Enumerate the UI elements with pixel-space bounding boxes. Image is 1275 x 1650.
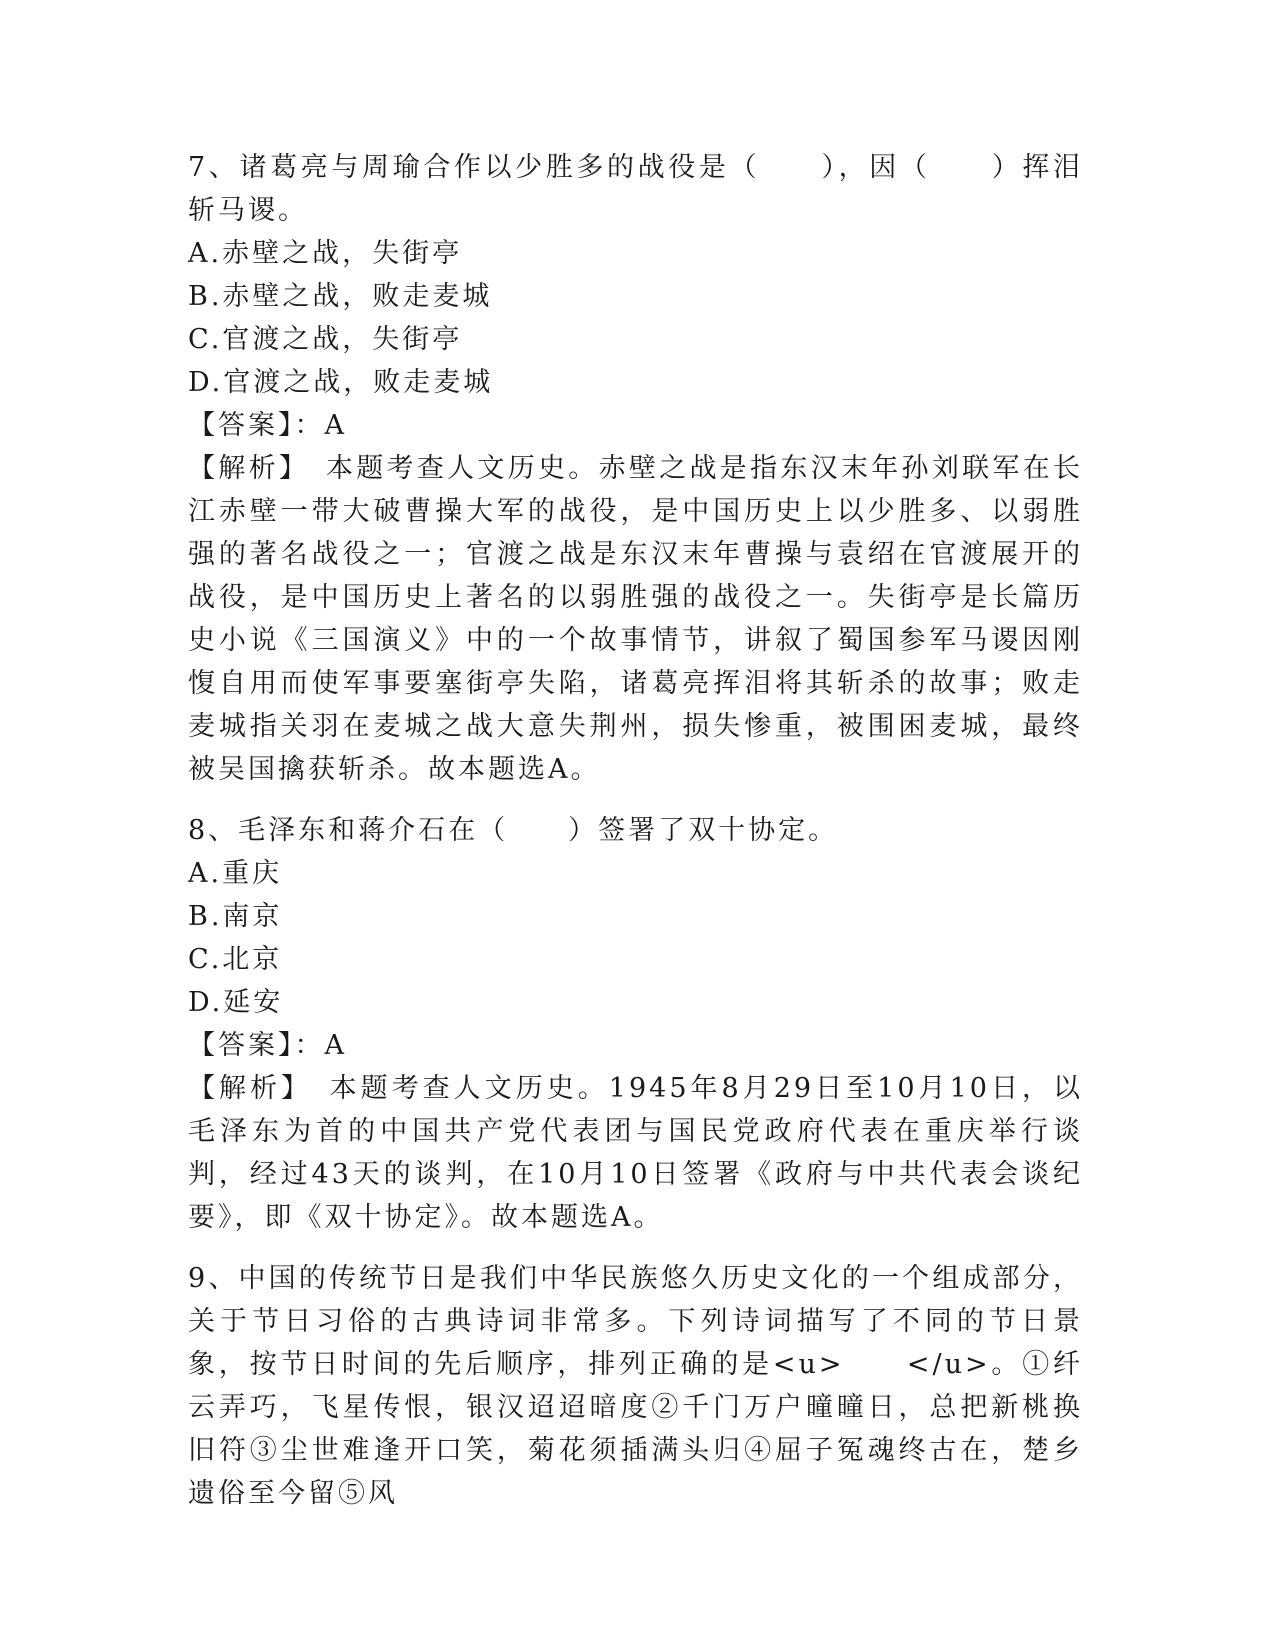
question-stem: 8、毛泽东和蒋介石在（ ）签署了双十协定。 <box>188 815 839 846</box>
analysis: 【解析】 本题考查人文历史。1945年8月29日至10月10日，以毛泽东为首的中国共产党代表团与国民党政府代表在重庆举行谈判，经过43天的谈判，在10月10日签署《政府与中共代表会谈纪要》，即《双十协定》。故本题选A。 <box>188 1073 1083 1233</box>
option-c: C.官渡之战，失街亭 <box>188 324 463 355</box>
analysis: 【解析】 本题考查人文历史。赤壁之战是指东汉末年孙刘联军在长江赤壁一带大破曹操大军的战役，是中国历史上以少胜多、以弱胜强的著名战役之一；官渡之战是东汉末年曹操与袁绍在官渡展开的战役，是中国历史上著名的以弱胜强的战役之一。失街亭是长篇历史小说《三国演义》中的一个故事情节，讲叙了蜀国参军马谡因刚愎自用而使军事要塞街亭失陷，诸葛亮挥泪将其斩杀的故事；败走麦城指关羽在麦城之战大意失荆州，损失惨重，被围困麦城，最终被吴国擒获斩杀。故本题选A。 <box>188 453 1083 785</box>
question-stem: 7、诸葛亮与周瑜合作以少胜多的战役是（ ），因（ ）挥泪斩马谡。 <box>188 152 1083 226</box>
question-9 <box>188 1257 1083 1515</box>
question-stem: 9、中国的传统节日是我们中华民族悠久历史文化的一个组成部分，关于节日习俗的古典诗词非常多。下列诗词描写了不同的节日景象，按节日时间的先后顺序，排列正确的是<u> </u>。①纤云弄巧，飞星传恨，银汉迢迢暗度②千门万户曈曈日，总把新桃换旧符③尘世难逢开口笑，菊花须插满头归④屈子冤魂终古在，楚乡遗俗至今留⑤风 <box>188 1263 1083 1509</box>
question-8 <box>188 809 1083 1239</box>
option-d: D.延安 <box>188 987 284 1018</box>
answer: 【答案】：A <box>188 410 347 441</box>
document-page <box>188 146 1083 1515</box>
answer: 【答案】：A <box>188 1030 347 1061</box>
option-a: A.重庆 <box>188 858 283 889</box>
option-d: D.官渡之战，败走麦城 <box>188 367 494 398</box>
option-b: B.南京 <box>188 901 283 932</box>
question-7 <box>188 146 1083 791</box>
option-c: C.北京 <box>188 944 283 975</box>
option-a: A.赤壁之战，失街亭 <box>188 238 463 269</box>
option-b: B.赤壁之战，败走麦城 <box>188 281 493 312</box>
